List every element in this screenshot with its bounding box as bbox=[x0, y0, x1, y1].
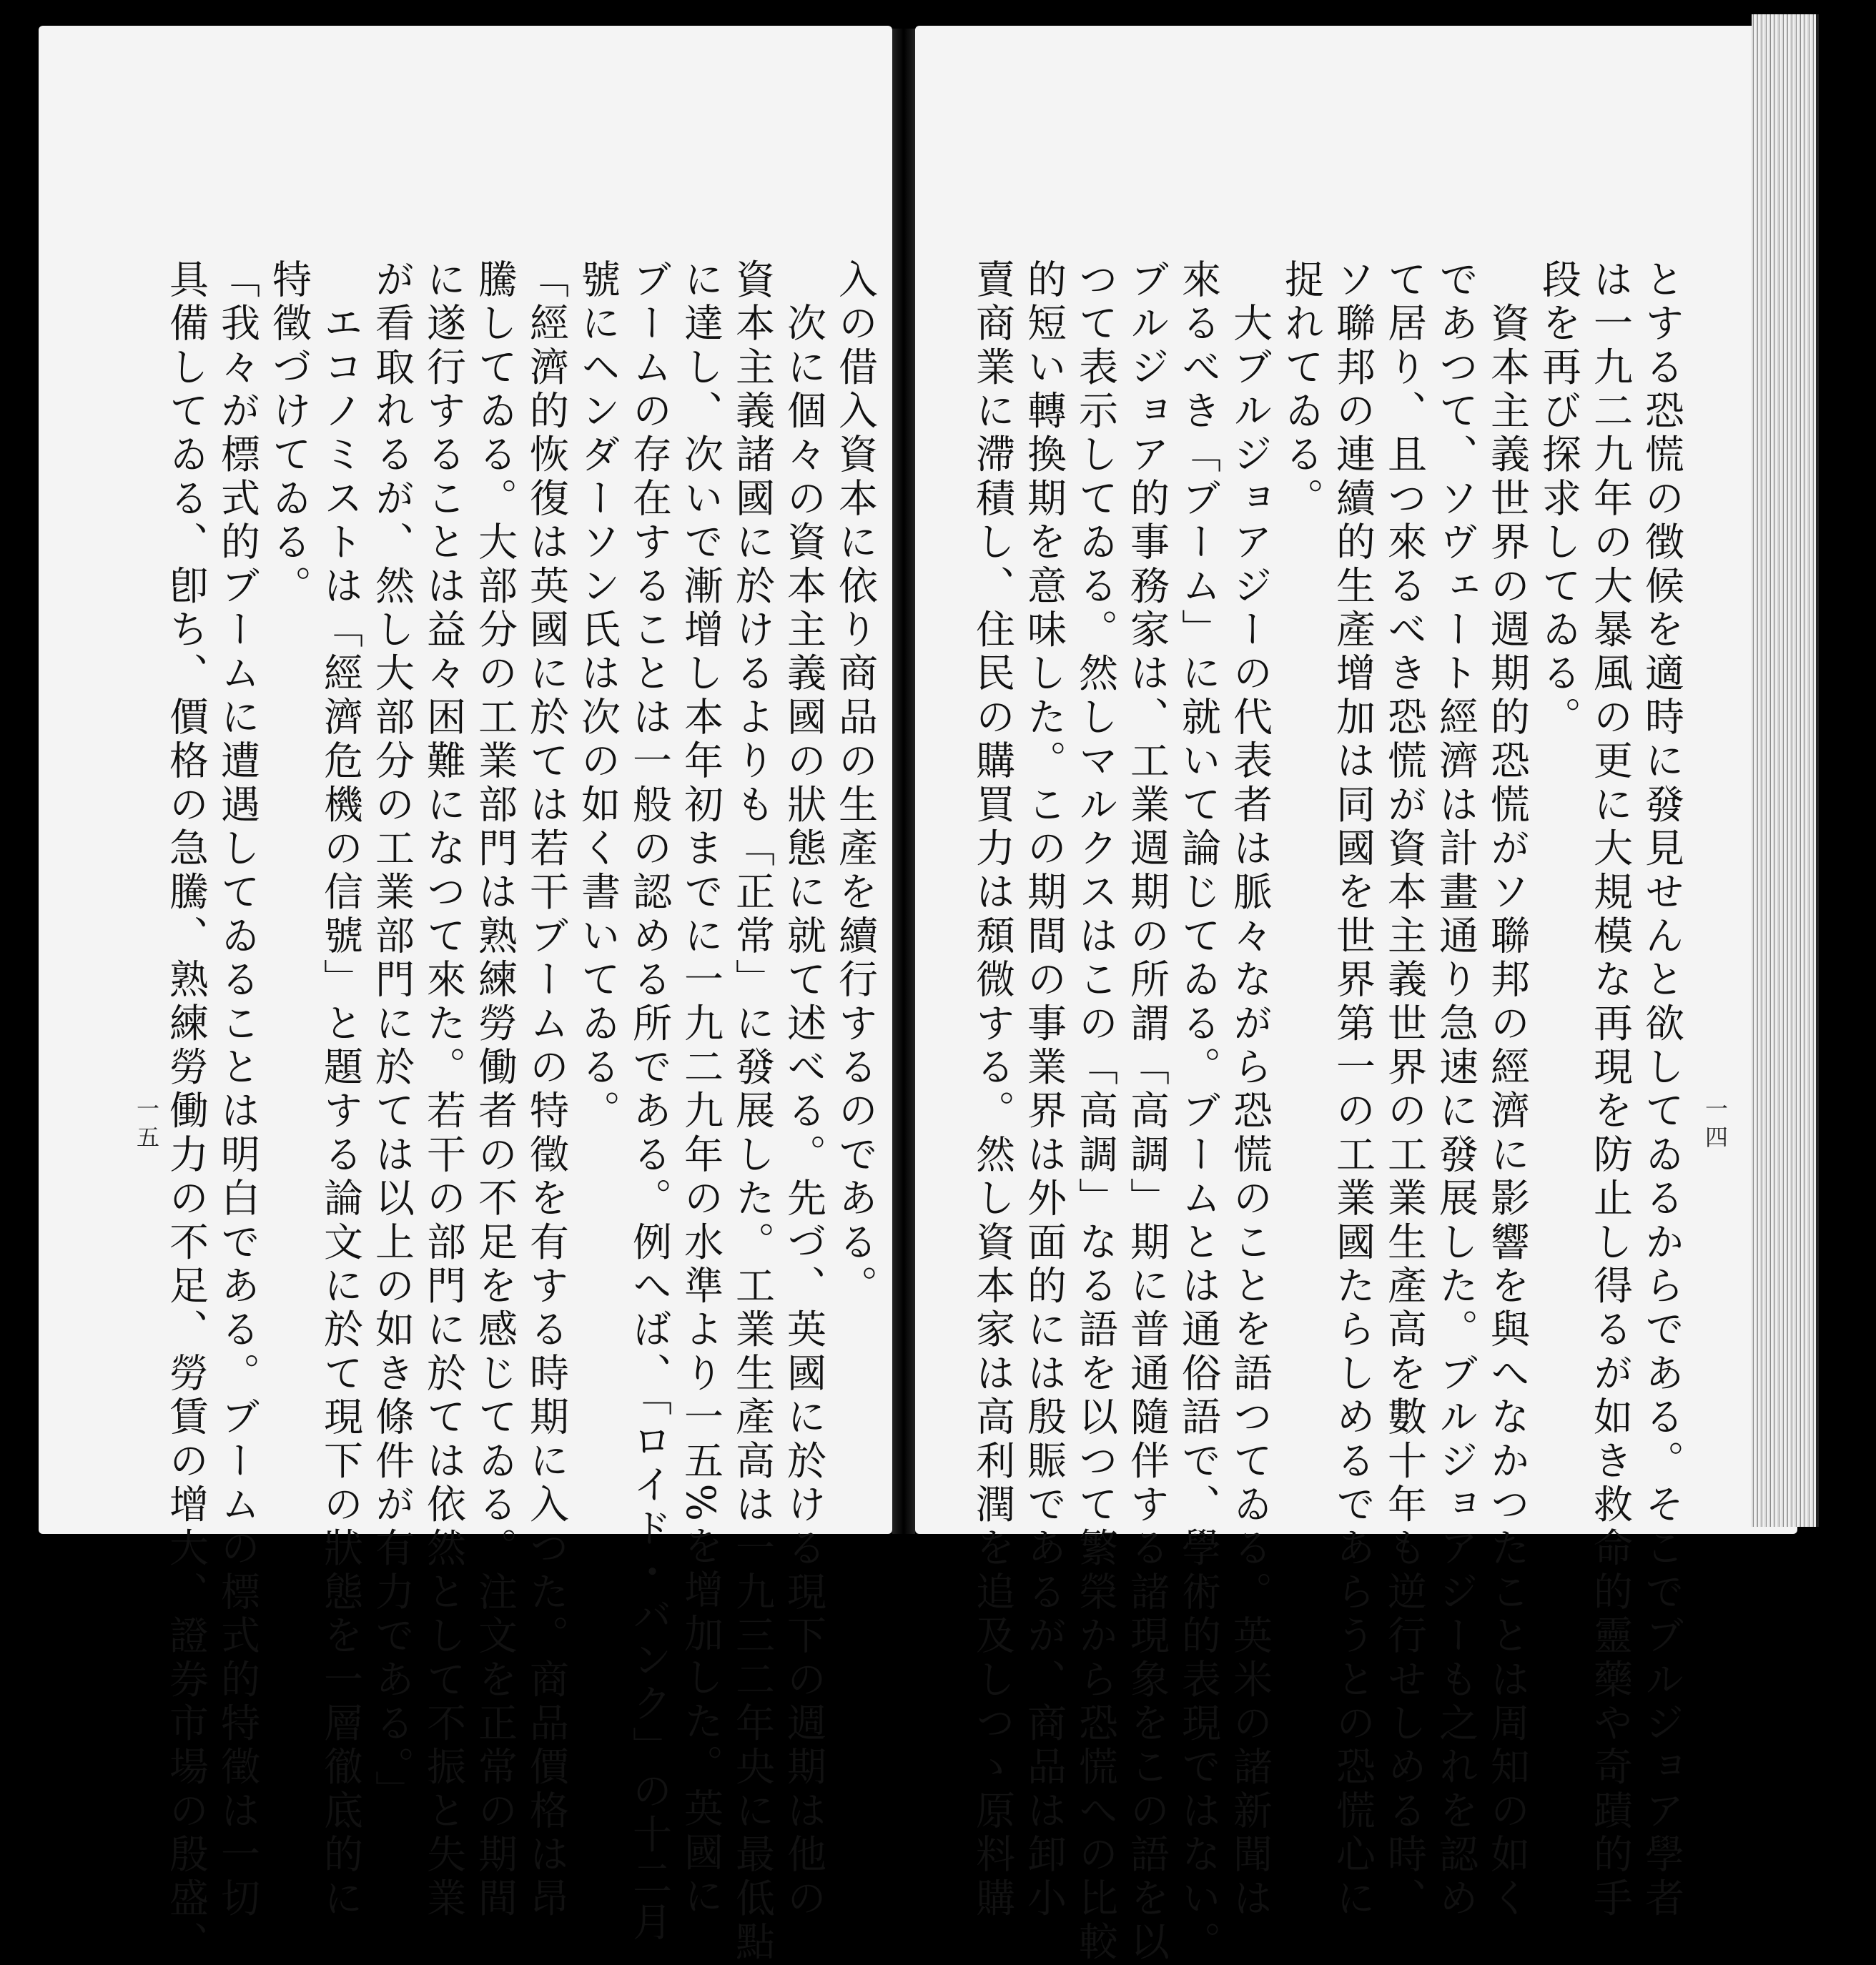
right-line: 來るべき「ブーム」に就いて論じてゐる。ブームとは通俗語で、學術的表現ではない。 bbox=[1175, 259, 1221, 1965]
right-line: ソ聯邦の連續的生產增加は同國を世界第一の工業國たらしめるであらうとの恐慌心に bbox=[1330, 259, 1376, 1921]
left-line: 「經濟的恢復は英國に於ては若干ブームの特徵を有する時期に入つた。商品價格は昂 bbox=[523, 259, 569, 1921]
page-number: 一五 bbox=[133, 1097, 160, 1154]
right-line: 段を再び探求してゐる。 bbox=[1536, 259, 1581, 741]
right-line: つて表示してゐる。然しマルクスはこの「高調」なる語を以つて繁榮から恐慌への比較 bbox=[1072, 259, 1118, 1965]
left-line: に遂行することは益々困難になつて來た。若干の部門に於ては依然として不振と失業 bbox=[420, 259, 466, 1921]
right-line: とする恐慌の徴候を適時に發見せんと欲してゐるからである。そこでブルジョア學者 bbox=[1639, 259, 1684, 1921]
right-line: 捉れてゐる。 bbox=[1278, 259, 1324, 522]
right-line: 賣商業に滯積し、住民の購買力は頹微する。然し資本家は高利潤を追及しつゝ原料購 bbox=[969, 259, 1015, 1921]
left-line: に達し、次いで漸增し本年初までに一九二九年の水準より一五%を增加した。英國に bbox=[678, 259, 724, 1919]
right-line: ブルジョア的事務家は、工業週期の所謂「高調」期に普通隨伴する諸現象をこの語を以 bbox=[1124, 259, 1170, 1965]
right-line: 資本主義世界の週期的恐慌がソ聯邦の經濟に影響を與へなかつたことは周知の如く bbox=[1484, 259, 1530, 1921]
left-line: 騰してゐる。大部分の工業部門は熟練勞働者の不足を感じてゐる。注文を正常の期間 bbox=[472, 259, 518, 1921]
left-line: ブームの存在することは一般の認める所である。例へば、「ロイド・バンク」の十二月 bbox=[626, 259, 672, 1946]
left-line: 資本主義諸國に於けるよりも「正常」に發展した。工業生產高は一九三二年央に最低點 bbox=[729, 259, 775, 1965]
right-line: 的短い轉換期を意味した。この期間の事業界は外面的には殷賑であるが、商品は卸小 bbox=[1021, 259, 1067, 1921]
right-line: であつて、ソヴェート經濟は計畫通り急速に發展した。ブルジョアジーも之れを認め bbox=[1433, 259, 1478, 1921]
left-line: エコノミストは「經濟危機の信號」と題する論文に於て現下の狀態を一層徹底的に bbox=[317, 259, 363, 1921]
left-line: が看取れるが、然し大部分の工業部門に於ては以上の如き條件が有力である。」 bbox=[369, 259, 415, 1814]
right-line: 大ブルジョアジーの代表者は脈々ながら恐慌のことを語つてゐる。英米の諸新聞は bbox=[1227, 259, 1273, 1921]
left-line: 「我々が標式的ブームに遭遇してゐることは明白である。ブームの標式的特徵は一切 bbox=[214, 259, 260, 1921]
left-line: 號にヘンダーソン氏は次の如く書いてゐる。 bbox=[575, 259, 621, 1134]
page-number: 一四 bbox=[1702, 1097, 1729, 1154]
left-line: 特徵づけてゐる。 bbox=[266, 259, 312, 609]
right-line: は一九二九年の大暴風の更に大規模な再現を防止し得るが如き救命的靈藥や奇蹟的手 bbox=[1587, 259, 1633, 1921]
page-edges bbox=[1752, 14, 1819, 1527]
left-line: 次に個々の資本主義國の狀態に就て述べる。先づ、英國に於ける現下の週期は他の bbox=[781, 259, 826, 1921]
right-line: て居り、且つ來るべき恐慌が資本主義世界の工業生產高を數十年も逆行せしめる時、 bbox=[1381, 259, 1427, 1921]
left-line: 入の借入資本に依り商品の生產を續行するのである。 bbox=[832, 259, 878, 1309]
book-gutter bbox=[892, 29, 915, 1534]
left-line: 具備してゐる、卽ち、價格の急騰、熟練勞働力の不足、勞賃の增大、證券市場の殷盛、 bbox=[163, 259, 209, 1965]
